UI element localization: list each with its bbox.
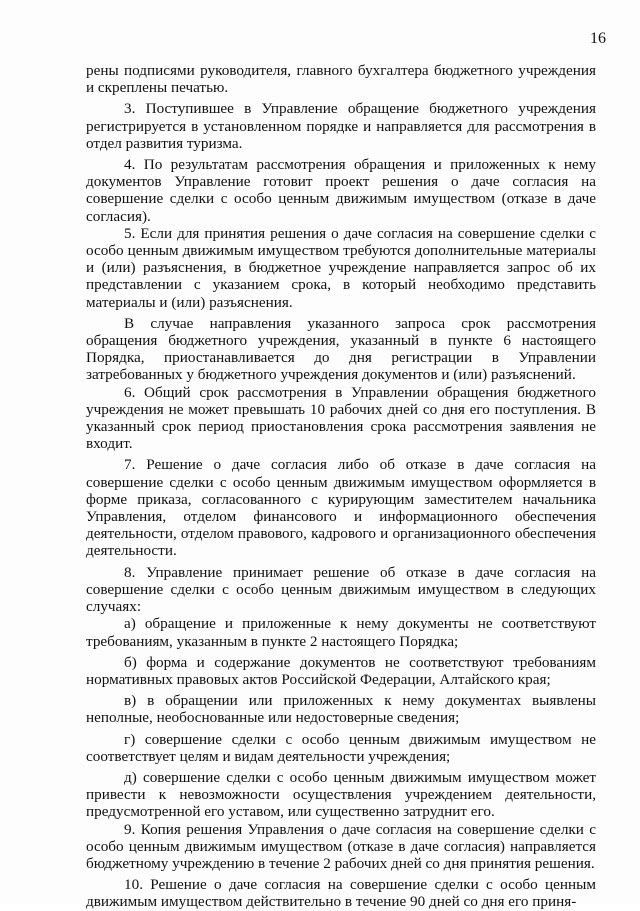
paragraph-item-8: 8. Управление принимает решение об отказе в даче согласия на совершение сделки с особо ценным движимым имуществом в следующих случаях:	[86, 563, 596, 616]
paragraph-item-8d: д) совершение сделки с особо ценным движимым имуществом может привести к невозможности осуществления учреждением деятельности, предусмотренной его уставом, или существенно затруднит его.	[86, 768, 596, 821]
paragraph-continuation: рены подписями руководителя, главного бухгалтера бюджетного учреждения и скреплены печатью.	[86, 62, 596, 97]
paragraph-item-8b: б) форма и содержание документов не соответствуют требованиям нормативных правовых актов Российской Федерации, Алтайского края;	[86, 653, 596, 688]
paragraph-item-8g: г) совершение сделки с особо ценным движимым имуществом не соответствует целям и видам деятельности учреждения;	[86, 730, 596, 765]
document-body	[86, 62, 596, 911]
paragraph-item-7: 7. Решение о даче согласия либо об отказе в даче согласия на совершение сделки с особо ценным движимым имуществом оформляется в форме приказа, согласованного с курирующим заместителем начальника Управления, отделом финансового и информационного обеспечения деятельности, отделом правового, кадрового и организационного обеспечения деятельности.	[86, 456, 596, 560]
page-number: 16	[590, 30, 606, 47]
paragraph-item-4: 4. По результатам рассмотрения обращения и приложенных к нему документов Управление готовит проект решения о даче согласия на совершение сделки с особо ценным движимым имуществом (отказе в даче согласия).	[86, 156, 596, 225]
paragraph-item-5-note: В случае направления указанного запроса срок рассмотрения обращения бюджетного учреждения, указанный в пункте 6 настоящего Порядка, приостанавливается до дня регистрации в Управлении затребованных у бюджетного учреждения документов и (или) разъяснений.	[86, 314, 596, 384]
paragraph-item-8v: в) в обращении или приложенных к нему документах выявлены неполные, необоснованные или недостоверные сведения;	[86, 692, 596, 727]
paragraph-item-10: 10. Решение о даче согласия на совершение сделки с особо ценным движимым имуществом действительно в течение 90 дней со дня его приня-	[86, 876, 596, 911]
paragraph-item-5: 5. Если для принятия решения о даче согласия на совершение сделки с особо ценным движимым имуществом требуются дополнительные материалы и (или) разъяснения, в бюджетное учреждение направляется запрос об их представлении с указанием срока, в который необходимо представить материалы и (или) разъяснения.	[86, 224, 596, 311]
paragraph-item-3: 3. Поступившее в Управление обращение бюджетного учреждения регистрируется в установленном порядке и направляется для рассмотрения в отдел развития туризма.	[86, 100, 596, 152]
paragraph-item-8a: а) обращение и приложенные к нему документы не соответствуют требованиям, указанным в пункте 2 настоящего Порядка;	[86, 615, 596, 650]
paragraph-item-9: 9. Копия решения Управления о даче согласия на совершение сделки с особо ценным движимым имуществом (отказе в даче согласия) направляется бюджетному учреждению в течение 2 рабочих дней со дня принятия решения.	[86, 820, 596, 872]
paragraph-item-6: 6. Общий срок рассмотрения в Управлении обращения бюджетного учреждения не может превышать 10 рабочих дней со дня его поступления. В указанный срок период приостановления срока рассмотрения заявления не входит.	[86, 383, 596, 453]
